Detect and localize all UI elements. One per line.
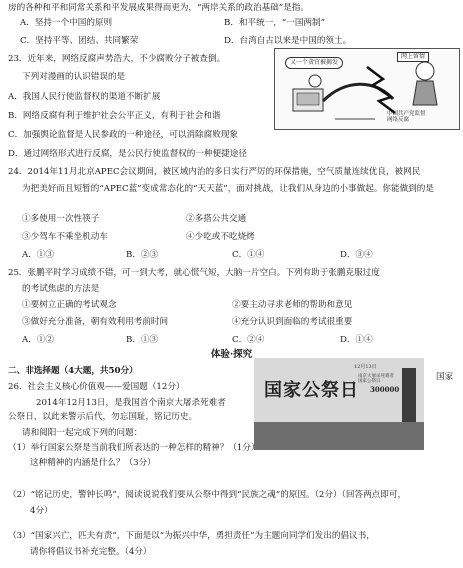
q26-sub2-cont: 4分）	[30, 506, 53, 516]
q23-stem-2: 下列对漫画的认识错误的是	[22, 72, 126, 82]
q26-sub3: （3）“国家兴亡，匹夫有责”，下面是以“为振兴中华，勇担责任”为主题向同学们发出的倡议书，	[8, 531, 375, 541]
cartoon-caption-1: 中国共产党监督	[387, 111, 426, 117]
banner-subtitle-2: 国家公祭日	[358, 379, 381, 385]
q24-option-a: A．①③	[22, 250, 54, 260]
banner-title: 国家公祭日	[264, 380, 359, 401]
q25-option-d: D．①④	[340, 335, 373, 345]
q25-option-b: B．①③	[126, 335, 159, 345]
q24-option-d: D．③④	[340, 250, 373, 260]
q25-item-4: ④充分认识到面临的考试很重要	[232, 317, 353, 327]
q23-stem: 23．近年来，网络反腐声势浩大，不少腐败分子被查倒。	[8, 54, 226, 64]
option-c: C．坚持平等、团结、共同繁荣	[20, 36, 139, 46]
q25-item-1: ①要树立正确的考试观念	[22, 300, 117, 310]
q26-context-1: 2014年12月13日，是我国首个南京大屠杀死难者	[36, 398, 226, 408]
q26-title: 26．社会主义核心价值观——爱国题（12分）	[8, 382, 185, 392]
q26-sub3-cont: 请你将倡议书补充完整。（4分）	[30, 547, 152, 557]
q25-stem-2: 的考试焦虑的方法是	[22, 284, 100, 294]
option-d: D．台湾自古以来是中国的领土。	[224, 36, 352, 46]
q26-context-guoji: 国家	[436, 372, 454, 382]
section-heading: 体验·探究	[210, 349, 253, 360]
anti-corruption-cartoon	[274, 48, 460, 130]
q25-item-3: ③做好充分准备，朝有效利用考前时间	[22, 317, 169, 327]
q26-instruction: 请和阅阳一起完成下列的问题：	[22, 428, 143, 438]
q26-sub1: （1）举行国家公祭是当前我们所表达的一种怎样的精神？（1分）	[8, 443, 260, 453]
q24-item-2: ②多搭公共交通	[186, 214, 247, 224]
cartoon-caption-2: 网络反腐	[387, 117, 410, 124]
q26-context-2: 公祭日，以此来警示后代，勿忘国耻，铭记历史。	[8, 412, 198, 422]
q23-option-c: C．加强舆论监督是人民参政的一种途径，可以消除腐败现象	[8, 130, 239, 140]
continuation-line: 房的各种和平和同常关系和平发展成果得而更为，“两岸关系的政治基础”是指。	[8, 3, 309, 13]
part-two-heading: 二、非选择题（4大题，共50分）	[8, 366, 138, 376]
q24-item-3: ③少驾车不乘坐机动车	[22, 232, 108, 242]
memorial-crowd	[254, 422, 424, 450]
banner-date: 12月13日	[354, 364, 377, 370]
q24-item-4: ④少吃或不吃烧烤	[186, 232, 255, 242]
banner-subtitle-1: 南京大屠杀死难者	[358, 374, 394, 379]
q23-option-a: A．我国人民行使监督权的渠道不断扩展	[8, 92, 161, 102]
cartoon-tag: 网上留情	[397, 52, 429, 62]
option-b: B．和平统一，“一国两制”	[224, 18, 326, 28]
q26-sub2: （2）“铭记历史，警钟长鸣”，阅读说说我们要从公祭中得到“民族之魂”的原因。（2分）（回答两点即可，	[8, 490, 407, 500]
q24-option-b: B．②③	[126, 250, 159, 260]
q24-option-c: C．①④	[232, 250, 265, 260]
banner-number: 300000	[370, 385, 400, 394]
option-a: A．坚持一个中国的原则	[20, 18, 113, 28]
cartoon-drawing	[275, 49, 460, 130]
q24-item-1: ①多使用一次性筷子	[22, 214, 100, 224]
memorial-day-banner	[254, 358, 424, 450]
q26-sub1-cont: 这种精神的内涵是什么？（3分）	[30, 458, 156, 468]
q23-option-b: B．网络反腐有利于维护社会公平正义，有利于社会和谐	[8, 111, 221, 121]
q25-item-2: ②要主动寻求老师的帮助和意见	[232, 300, 353, 310]
q25-option-c: C．②④	[232, 335, 265, 345]
q24-stem: 24．2014年11月北京APEC会议期间，被区域内治的多日实行严厉的环保措施，空气质量连续优良，被网民	[8, 167, 421, 177]
q25-option-a: A．①②	[22, 335, 54, 345]
q23-option-d: D．通过网络形式进行反腐，是公民行使监督权的一种便捷途径	[8, 149, 247, 159]
q25-stem: 25．张鹏平时学习成绩不错，可一到大考，就心慌气短，大脑一片空白。下列有助于张鹏克服过度	[8, 268, 380, 278]
cartoon-bubble: 又一个贪官被揭发	[285, 57, 343, 69]
q24-stem-2: 为把美好而且短暂的“APEC蓝”变成常态化的“天天蓝”，面对挑战，让我们从身边的小事做起。你能做到的是	[22, 184, 434, 194]
